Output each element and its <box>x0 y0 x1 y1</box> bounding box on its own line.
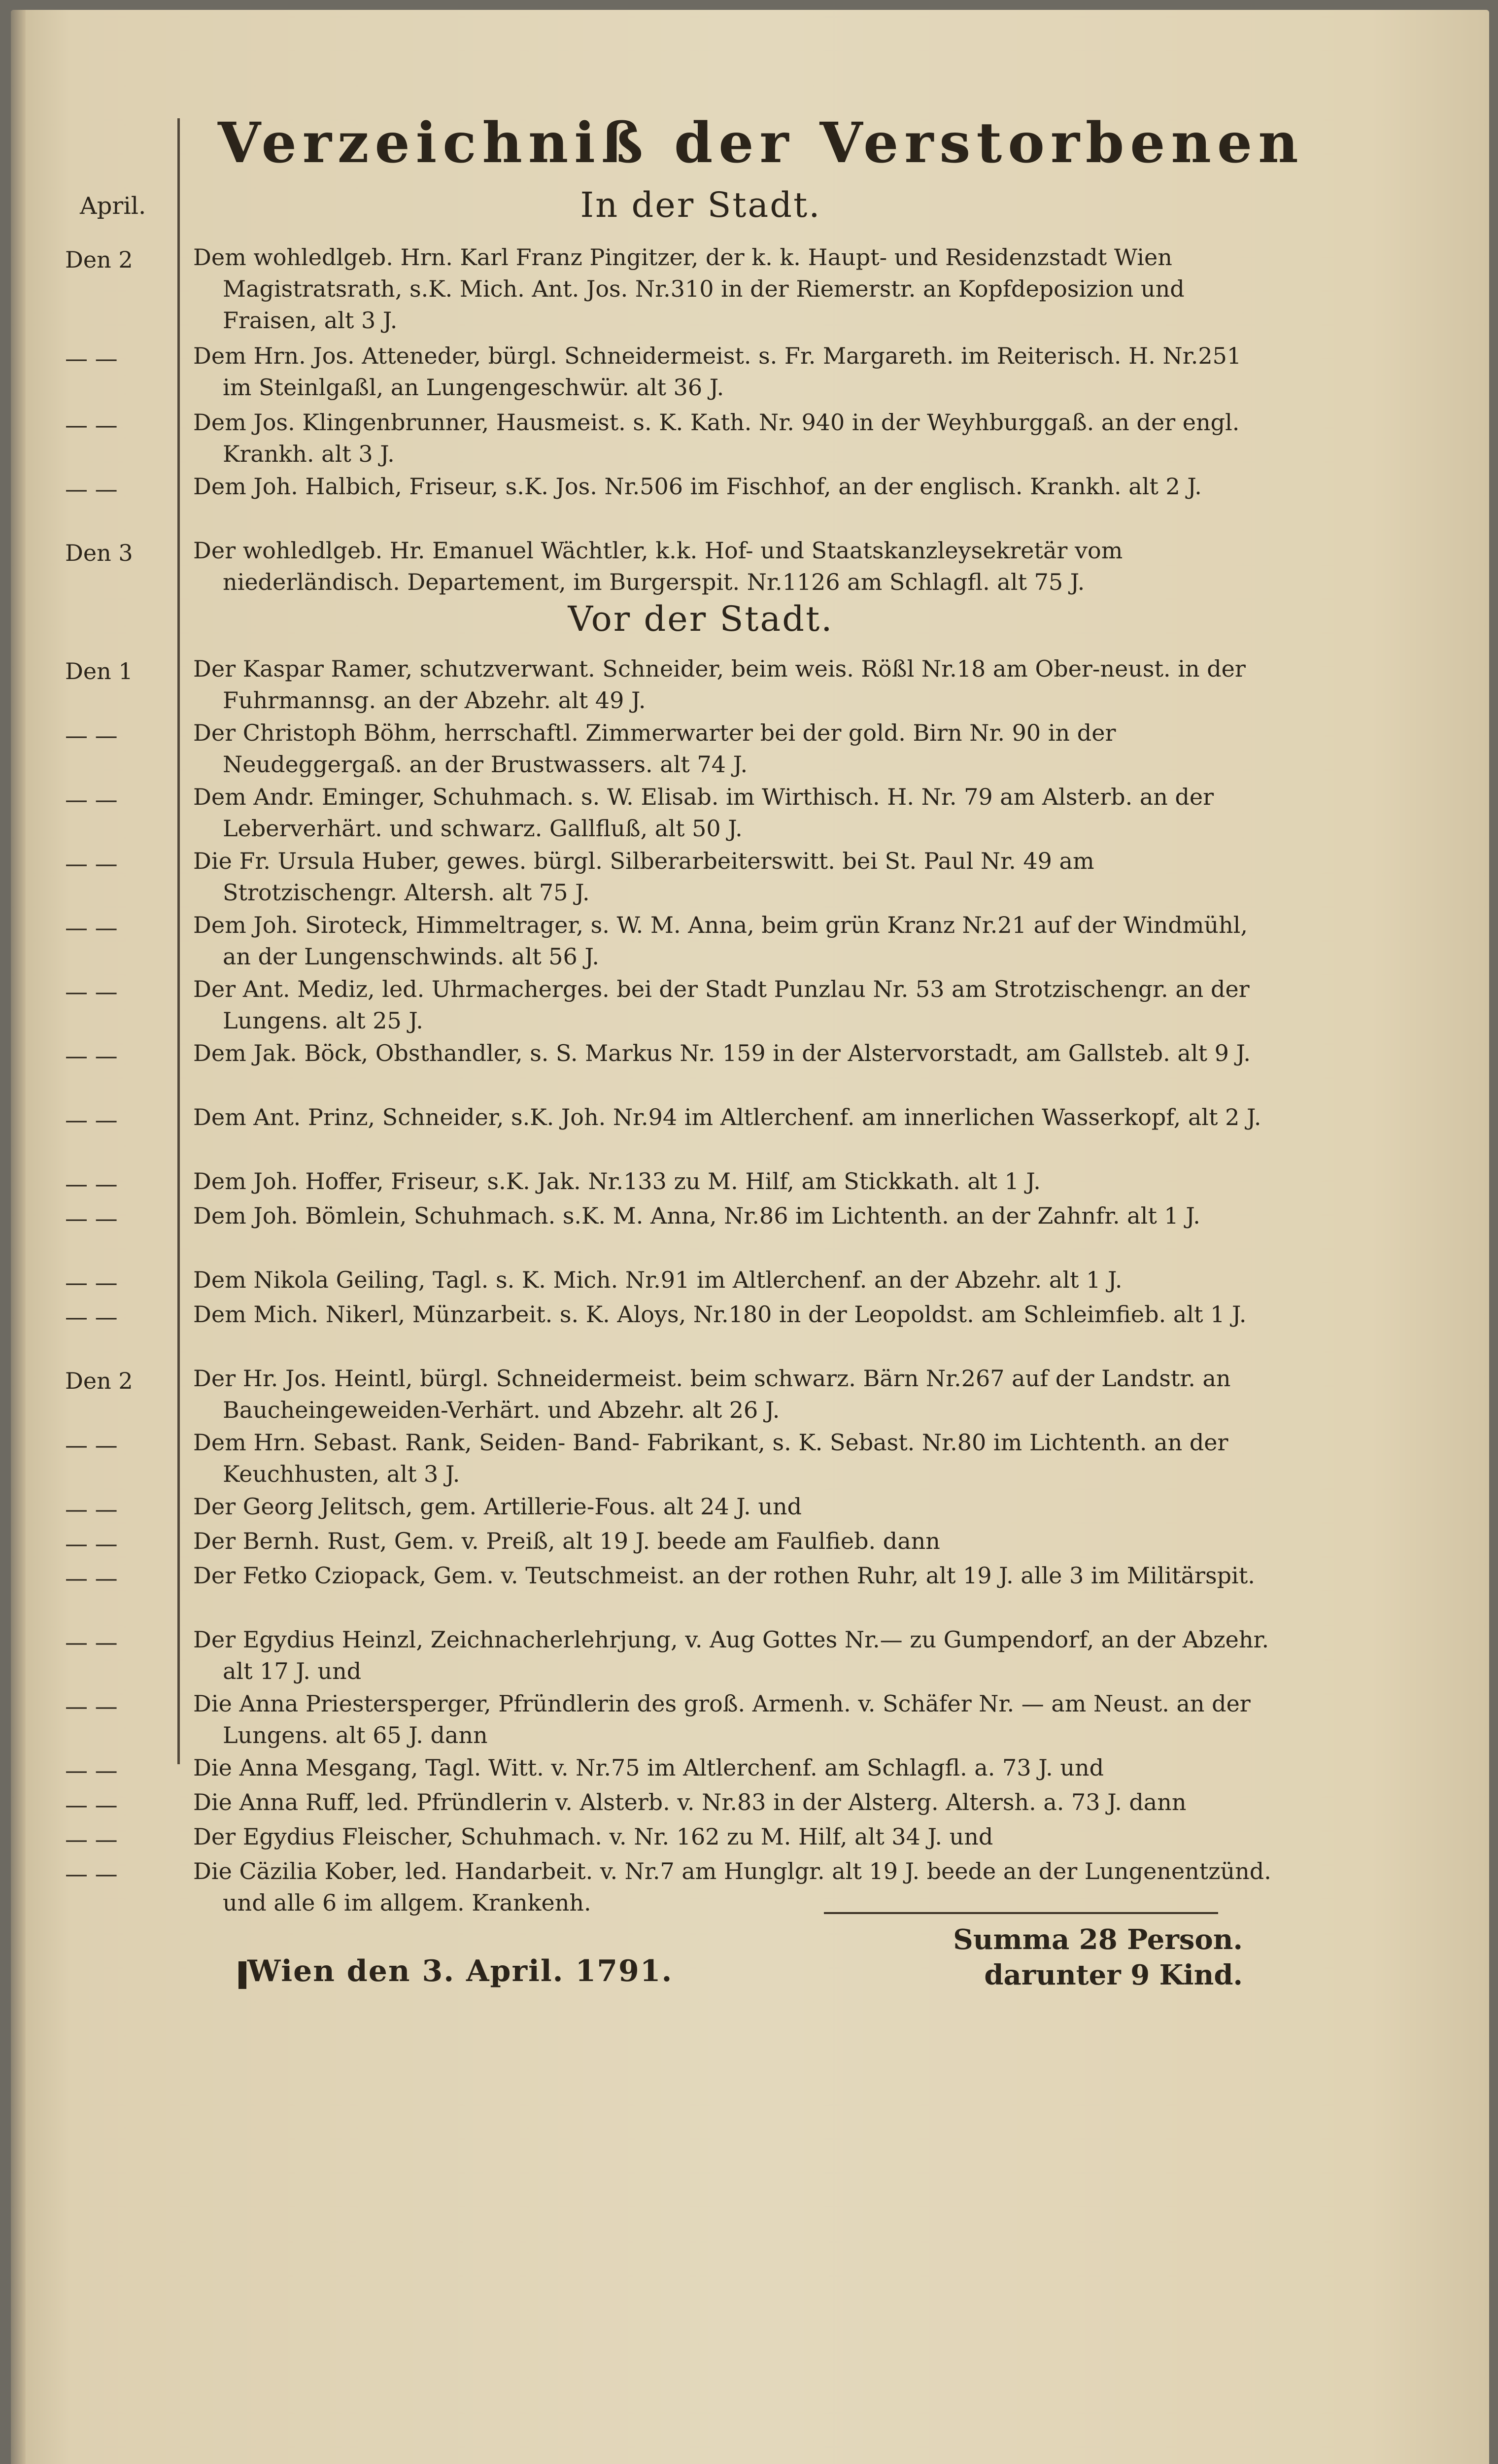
entry-text: Dem Joh. Hoffer, Friseur, s.K. Jak. Nr.133 zu M. Hilf, am Stickkath. alt 1 J. <box>193 1168 1041 1195</box>
place-date: Wien den 3. April. 1791. <box>247 1954 673 1988</box>
entry-text: Die Anna Mesgang, Tagl. Witt. v. Nr.75 im Altlerchenf. am Schlagfl. a. 73 J. und <box>193 1754 1104 1781</box>
section-heading-suburbs: Vor der Stadt. <box>568 599 834 639</box>
section-heading-city: In der Stadt. <box>580 185 821 225</box>
entry-date: Den 2 <box>65 246 133 273</box>
entry-text: Der Bernh. Rust, Gem. v. Preiß, alt 19 J. beede am Faulfieb. dann <box>193 1528 940 1554</box>
entry-date: — — <box>65 1170 118 1197</box>
entry-text: Dem Nikola Geiling, Tagl. s. K. Mich. Nr.91 im Altlerchenf. an der Abzehr. alt 1 J. <box>193 1266 1123 1293</box>
entry-date: — — <box>65 914 118 941</box>
entry-text: Die Cäzilia Kober, led. Handarbeit. v. Nr.7 am Hunglgr. alt 19 J. beede an der Lungenentzünd. und alle 6 im allgem. Krankenh. <box>193 1858 1271 1916</box>
entry-text: Dem Jak. Böck, Obsthandler, s. S. Markus Nr. 159 in der Alstervorstadt, am Gallsteb. alt 9 J. <box>193 1040 1251 1066</box>
entry-date: — — <box>65 978 118 1005</box>
entry-date: — — <box>65 1106 118 1133</box>
entry-text: Der Christoph Böhm, herrschaftl. Zimmerwarter bei der gold. Birn Nr. 90 in der Neudeggergaß. an der Brustwassers. alt 74 J. <box>193 719 1116 778</box>
entry-date: — — <box>65 1860 118 1887</box>
entry-date: Den 1 <box>65 658 133 684</box>
entry-date: — — <box>65 1757 118 1783</box>
total-children: darunter 9 Kind. <box>984 1959 1243 1991</box>
entry-text: Dem Ant. Prinz, Schneider, s.K. Joh. Nr.94 im Altlerchenf. am innerlichen Wasserkopf, alt 2 J. <box>193 1104 1261 1130</box>
date-column-rule <box>177 118 180 1764</box>
entry-text: Der Georg Jelitsch, gem. Artillerie-Fous. alt 24 J. und <box>193 1493 802 1520</box>
entry-date: — — <box>65 1432 118 1458</box>
total-persons: Summa 28 Person. <box>953 1923 1243 1956</box>
entry-text: Dem Joh. Bömlein, Schuhmach. s.K. M. Anna, Nr.86 im Lichtenth. an der Zahnfr. alt 1 J. <box>193 1202 1200 1229</box>
entry-date: — — <box>65 1205 118 1232</box>
entry-date: — — <box>65 1303 118 1330</box>
entry-text: Der Ant. Mediz, led. Uhrmacherges. bei der Stadt Punzlau Nr. 53 am Strotzischengr. an der Lungens. alt 25 J. <box>193 976 1250 1034</box>
entry-date: — — <box>65 345 118 372</box>
document-page <box>11 10 1489 2464</box>
entry-date: — — <box>65 1826 118 1852</box>
entry-text: Dem Mich. Nikerl, Münzarbeit. s. K. Aloys, Nr.180 in der Leopoldst. am Schleimfieb. alt 1 J. <box>193 1301 1247 1328</box>
entry-date: — — <box>65 786 118 813</box>
entry-text: Der Egydius Heinzl, Zeichnacherlehrjung, v. Aug Gottes Nr.— zu Gumpendorf, an der Abzehr. alt 17 J. und <box>193 1626 1269 1684</box>
entry-date: Den 3 <box>65 540 133 566</box>
entry-text: Dem Andr. Eminger, Schuhmach. s. W. Elisab. im Wirthisch. H. Nr. 79 am Alsterb. an der Leberverhärt. und schwarz. Gallfluß, alt 50 J. <box>193 784 1214 842</box>
totals <box>908 1922 1243 1993</box>
entry-date: — — <box>65 850 118 877</box>
entry-text: Die Anna Ruff, led. Pfründlerin v. Alsterb. v. Nr.83 in der Alsterg. Altersh. a. 73 J. dann <box>193 1789 1187 1815</box>
entry-date: — — <box>65 1791 118 1818</box>
entry-date: — — <box>65 1496 118 1522</box>
entry-text: Dem Jos. Klingenbrunner, Hausmeist. s. K. Kath. Nr. 940 in der Weyhburggaß. an der engl. Krankh. alt 3 J. <box>193 409 1240 467</box>
entry-date: — — <box>65 1629 118 1655</box>
page-title: Verzeichniß der Verstorbenen <box>218 111 1304 175</box>
entry-date: — — <box>65 722 118 749</box>
entry-date: — — <box>65 1693 118 1719</box>
entry-text: Dem Joh. Halbich, Friseur, s.K. Jos. Nr.506 im Fischhof, an der englisch. Krankh. alt 2 J. <box>193 473 1202 500</box>
entry-text: Der Fetko Cziopack, Gem. v. Teutschmeist. an der rothen Ruhr, alt 19 J. alle 3 im Militärspit. <box>193 1562 1255 1589</box>
print-mark <box>238 1961 246 1989</box>
entry-date: — — <box>65 1530 118 1557</box>
footer-rule <box>824 1912 1218 1914</box>
entry-text: Der Hr. Jos. Heintl, bürgl. Schneidermeist. beim schwarz. Bärn Nr.267 auf der Landstr. an Baucheingeweiden-Verhärt. und Abzehr. alt 26 J. <box>193 1365 1231 1423</box>
entry-date: Den 2 <box>65 1368 133 1394</box>
entry-date: — — <box>65 1269 118 1296</box>
entry-date: — — <box>65 1565 118 1591</box>
entry-date: — — <box>65 1042 118 1069</box>
entry-text: Dem Hrn. Jos. Atteneder, bürgl. Schneidermeist. s. Fr. Margareth. im Reiterisch. H. Nr.251 im Steinlgaßl, an Lungengeschwür. alt 36 J. <box>193 342 1242 401</box>
entry-text: Der wohledlgeb. Hr. Emanuel Wächtler, k.k. Hof- und Staatskanzleysekretär vom niederländisch. Departement, im Burgerspit. Nr.1126 am Schlagfl. alt 75 J. <box>193 537 1123 595</box>
entry-date: — — <box>65 411 118 438</box>
entry-text: Die Fr. Ursula Huber, gewes. bürgl. Silberarbeiterswitt. bei St. Paul Nr. 49 am Strotzischengr. Altersh. alt 75 J. <box>193 848 1094 906</box>
month-label: April. <box>80 192 146 220</box>
entry-text: Dem Joh. Siroteck, Himmeltrager, s. W. M. Anna, beim grün Kranz Nr.21 auf der Windmühl, an der Lungenschwinds. alt 56 J. <box>193 912 1248 970</box>
entry-text: Dem wohledlgeb. Hrn. Karl Franz Pingitzer, der k. k. Haupt- und Residenzstadt Wien Magistratsrath, s.K. Mich. Ant. Jos. Nr.310 in der Riemerstr. an Kopfdeposizion und Fraisen, alt 3 J. <box>193 244 1185 334</box>
entry-text: Der Egydius Fleischer, Schuhmach. v. Nr. 162 zu M. Hilf, alt 34 J. und <box>193 1823 993 1850</box>
book-spine <box>11 10 26 2464</box>
entry-date: — — <box>65 476 118 502</box>
entry-text: Der Kaspar Ramer, schutzverwant. Schneider, beim weis. Rößl Nr.18 am Ober-neust. in der Fuhrmannsg. an der Abzehr. alt 49 J. <box>193 655 1246 714</box>
entry-text: Dem Hrn. Sebast. Rank, Seiden- Band- Fabrikant, s. K. Sebast. Nr.80 im Lichtenth. an der Keuchhusten, alt 3 J. <box>193 1429 1228 1487</box>
entry-text: Die Anna Priestersperger, Pfründlerin des groß. Armenh. v. Schäfer Nr. — am Neust. an der Lungens. alt 65 J. dann <box>193 1690 1251 1748</box>
